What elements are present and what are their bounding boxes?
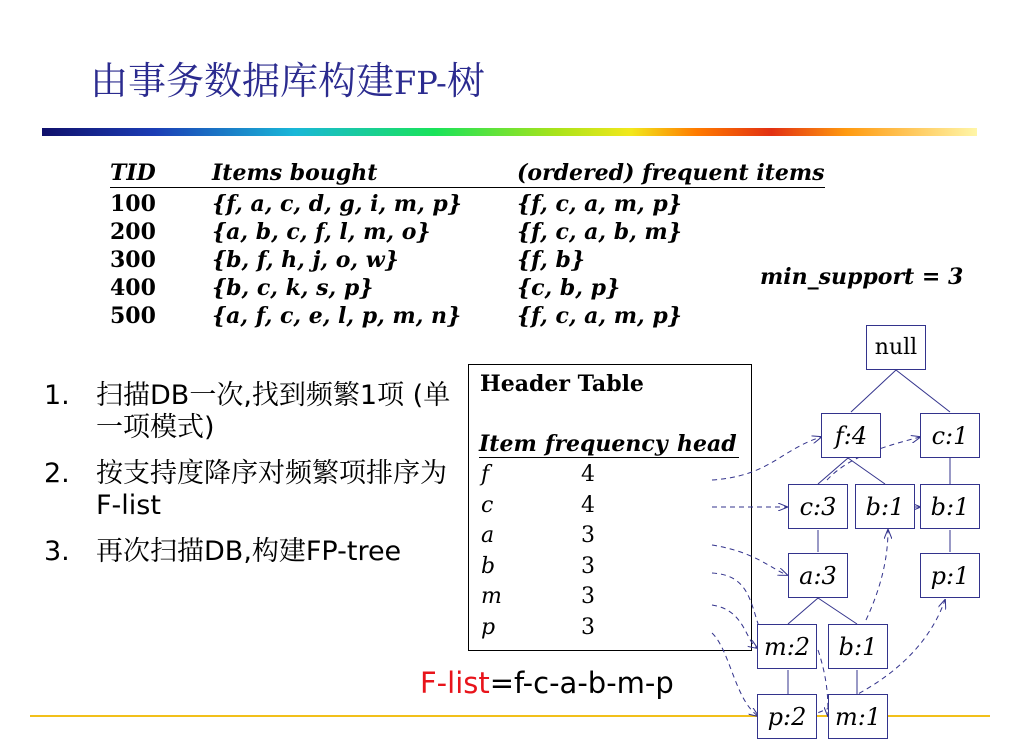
frequent-items-cell: {c, b, p} <box>517 275 621 301</box>
link-b-head <box>712 573 762 646</box>
tree-node-m2: m:2 <box>757 624 817 669</box>
tree-node-a3: a:3 <box>788 553 848 598</box>
step-number: 1. <box>44 380 70 411</box>
items-cell: {a, f, c, e, l, p, m, n} <box>212 303 462 329</box>
edge-null-c <box>896 370 950 412</box>
tree-node-b1: b:1 <box>855 484 915 529</box>
tree-node-c1: c:1 <box>920 413 980 458</box>
tree-node-null: null <box>866 325 926 370</box>
frequency-cell: 3 <box>581 615 595 640</box>
item-cell: p <box>481 615 496 640</box>
frequency-cell: 3 <box>581 554 595 579</box>
step-text: 按支持度降序对频繁项排序为 F-list <box>96 458 447 521</box>
flist-value: =f-c-a-b-m-p <box>489 666 674 700</box>
tid-cell: 200 <box>110 219 156 245</box>
items-cell: {b, f, h, j, o, w} <box>212 247 399 273</box>
frequency-cell: 3 <box>581 523 595 548</box>
item-cell: c <box>481 493 494 518</box>
item-cell: a <box>481 523 495 548</box>
link-b-b2 <box>866 530 888 620</box>
items-cell: {b, c, k, s, p} <box>212 275 374 301</box>
frequency-cell: 3 <box>581 584 595 609</box>
tid-cell: 100 <box>110 191 156 217</box>
frequent-items-cell: {f, c, a, m, p} <box>517 303 682 329</box>
title-chinese-tail: 树 <box>446 59 485 103</box>
edge-a-b <box>818 598 857 624</box>
col-frequent-items: (ordered) frequent items <box>517 160 825 186</box>
step-text: 再次扫描DB,构建FP-tree <box>96 536 402 567</box>
items-cell: {a, b, c, f, l, m, o} <box>212 219 431 245</box>
tree-node-p1: p:1 <box>920 553 980 598</box>
frequent-items-cell: {f, c, a, m, p} <box>517 191 682 217</box>
col-head: head <box>677 431 737 457</box>
edge-a-m <box>788 598 818 624</box>
edge-f-c <box>818 458 848 484</box>
item-cell: m <box>481 584 502 609</box>
items-cell: {f, a, c, d, g, i, m, p} <box>212 191 462 217</box>
title-latin: FP- <box>394 64 447 102</box>
item-cell: f <box>481 462 490 487</box>
frequent-items-cell: {f, b} <box>517 247 585 273</box>
col-tid: TID <box>110 160 212 188</box>
title-chinese: 由事务数据库构建 <box>90 59 395 103</box>
header-table-title: Header Table <box>480 371 644 397</box>
frequency-cell: 4 <box>581 493 595 518</box>
item-cell: b <box>481 554 496 579</box>
link-m-m <box>818 650 828 716</box>
edge-f-b <box>848 458 885 484</box>
frequency-cell: 4 <box>581 462 595 487</box>
tree-node-b1-lower: b:1 <box>828 624 888 669</box>
step-number: 2. <box>44 458 70 489</box>
tid-cell: 300 <box>110 247 156 273</box>
col-frequency: frequency <box>545 431 668 457</box>
frequent-items-cell: {f, c, a, b, m} <box>517 219 682 245</box>
edge-null-f <box>851 370 896 412</box>
tree-node-b1-right: b:1 <box>920 484 980 529</box>
step-text: 扫描DB一次,找到频繁1项 (单一项模式) <box>96 380 451 443</box>
tree-node-m1: m:1 <box>828 694 888 739</box>
step-number: 3. <box>44 536 70 567</box>
col-item: Item <box>479 431 537 457</box>
tid-cell: 400 <box>110 275 156 301</box>
tree-node-p2: p:2 <box>757 694 817 739</box>
link-p-head <box>712 633 758 716</box>
tree-node-f4: f:4 <box>821 413 881 458</box>
link-a-head <box>712 545 787 575</box>
link-f-head <box>712 437 821 480</box>
col-items-bought: Items bought <box>212 160 517 188</box>
tree-node-c3: c:3 <box>788 484 848 529</box>
flist-keyword: F-list <box>420 666 490 700</box>
tid-cell: 500 <box>110 303 156 329</box>
min-support-label: min_support = 3 <box>760 264 964 290</box>
